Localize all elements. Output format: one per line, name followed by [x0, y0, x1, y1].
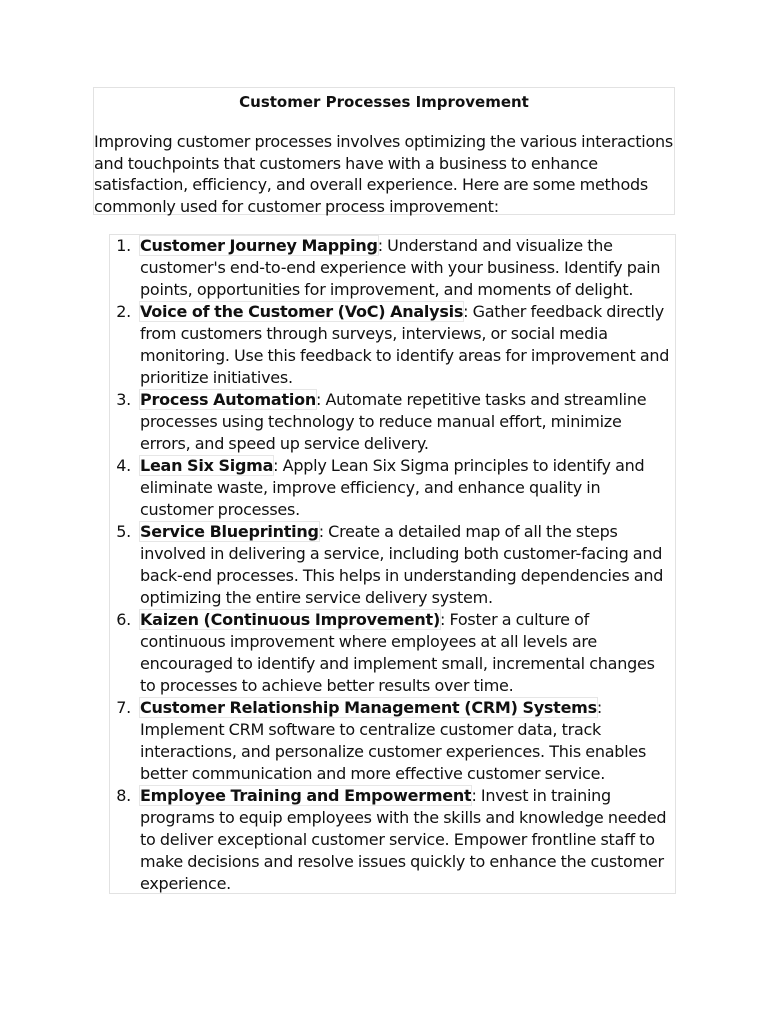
method-description: : Automate repetitive tasks and streamline processes using technology to reduce manual effort, minimize errors, and speed up service delivery. [140, 390, 647, 453]
item-number: 3. [116, 390, 131, 409]
item-number: 8. [116, 786, 131, 805]
item-number: 4. [116, 456, 131, 475]
method-name: Employee Training and Empowerment [140, 786, 472, 805]
method-description: : Foster a culture of continuous improvement where employees at all levels are encouraged to identify and implement small, incremental changes to processes to achieve better results over time. [140, 610, 655, 695]
intro-paragraph: Improving customer processes involves optimizing the various interactions and touchpoints that customers have with a business to enhance satisfaction, efficiency, and overall experience. Here are some methods commonly used for customer process improvement: [94, 132, 674, 216]
method-description: : Understand and visualize the customer's end-to-end experience with your business. Identify pain points, opportunities for improvement, and moments of delight. [140, 236, 661, 299]
method-name: Lean Six Sigma [140, 456, 274, 475]
item-text [140, 521, 672, 609]
item-text [140, 235, 672, 301]
method-name: Customer Relationship Management (CRM) Systems [140, 698, 597, 717]
method-name: Process Automation [140, 390, 316, 409]
item-text [140, 609, 672, 697]
item-number: 7. [116, 698, 131, 717]
document-title: Customer Processes Improvement [239, 93, 529, 111]
method-description: : Gather feedback directly from customers through surveys, interviews, or social media monitoring. Use this feedback to identify areas for improvement and prioritize initiatives. [140, 302, 670, 387]
method-name: Kaizen (Continuous Improvement) [140, 610, 440, 629]
item-text [140, 785, 672, 895]
item-text [140, 389, 672, 455]
item-text [140, 697, 672, 785]
method-name: Customer Journey Mapping [140, 236, 378, 255]
item-number: 1. [116, 236, 131, 255]
method-description: : Create a detailed map of all the steps involved in delivering a service, including both customer-facing and back-end processes. This helps in understanding dependencies and optimizing the entire service delivery system. [140, 522, 664, 607]
method-name: Voice of the Customer (VoC) Analysis [140, 302, 464, 321]
method-description: : Implement CRM software to centralize customer data, track interactions, and personalize customer experiences. This enables better communication and more effective customer service. [140, 698, 647, 783]
item-text [140, 455, 672, 521]
method-name: Service Blueprinting [140, 522, 319, 541]
methods-section [109, 234, 676, 894]
intro-section [93, 87, 675, 215]
method-description: : Apply Lean Six Sigma principles to identify and eliminate waste, improve efficiency, and enhance quality in customer processes. [140, 456, 645, 519]
method-description: : Invest in training programs to equip employees with the skills and knowledge needed to deliver exceptional customer service. Empower frontline staff to make decisions and resolve issues quickly to enhance the customer experience. [140, 786, 667, 893]
item-number: 2. [116, 302, 131, 321]
item-text [140, 301, 672, 389]
item-number: 6. [116, 610, 131, 629]
item-number: 5. [116, 522, 131, 541]
